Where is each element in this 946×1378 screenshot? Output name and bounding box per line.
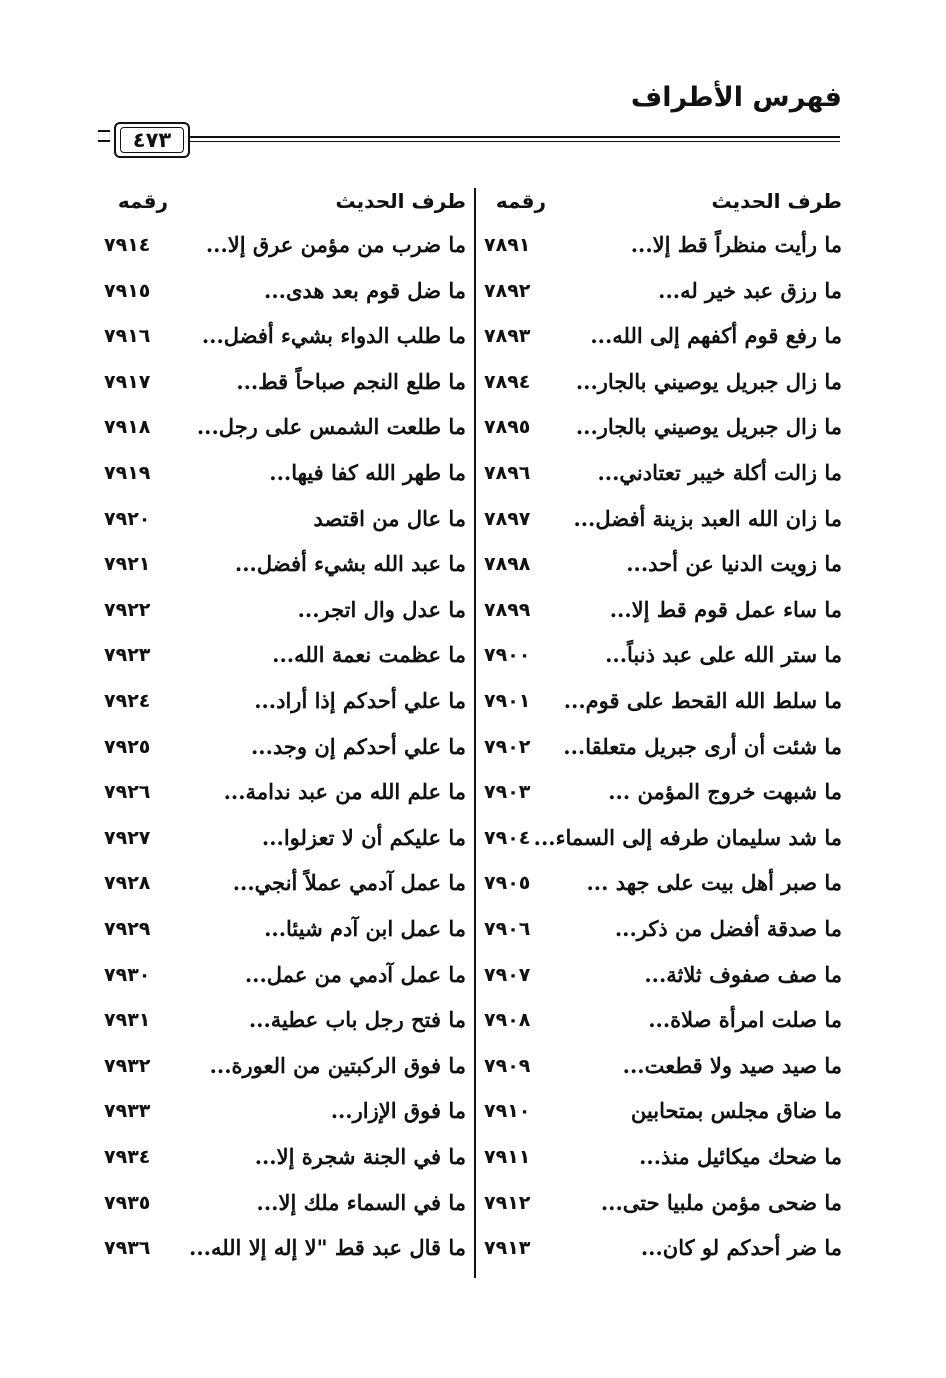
- column-header-right-number: رقمه: [495, 189, 546, 213]
- entry-number-left: ٧٩١٩: [104, 462, 151, 484]
- entry-number-left: ٧٩٢٤: [104, 690, 151, 712]
- entry-number-left: ٧٩٢٨: [104, 872, 151, 894]
- entry-text-left: ما قال عبد قط "لا إله إلا الله...: [189, 1235, 466, 1260]
- entry-text-left: ما عال من اقتصد: [313, 506, 466, 531]
- column-header-left-number: رقمه: [117, 189, 168, 213]
- entry-text-right: ما رفع قوم أكفهم إلى الله...: [590, 323, 842, 348]
- entry-number-right: ٧٩٠٤: [484, 827, 531, 849]
- entry-text-left: ما طلب الدواء بشيء أفضل...: [201, 323, 466, 348]
- entry-number-right: ٧٩٠٢: [484, 736, 531, 758]
- entry-number-left: ٧٩٢٣: [104, 644, 151, 666]
- page-number-box: [114, 122, 190, 158]
- entry-number-left: ٧٩٢٥: [104, 736, 151, 758]
- entry-text-left: ما عدل وال اتجر...: [297, 597, 466, 622]
- entry-number-left: ٧٩٢١: [104, 553, 151, 575]
- entry-text-right: ما ستر الله على عبد ذنباً...: [605, 642, 842, 667]
- entry-number-left: ٧٩٣٦: [104, 1237, 151, 1259]
- entry-number-left: ٧٩٢٢: [104, 599, 151, 621]
- entry-number-right: ٧٨٩٩: [484, 599, 531, 621]
- entry-text-left: ما علي أحدكم إذا أراد...: [254, 688, 466, 713]
- entry-number-right: ٧٩٠٣: [484, 781, 531, 803]
- entry-number-right: ٧٨٩٦: [484, 462, 531, 484]
- entry-text-left: ما عبد الله بشيء أفضل...: [234, 551, 466, 576]
- entry-number-right: ٧٩٠٥: [484, 872, 531, 894]
- entry-number-left: ٧٩١٤: [104, 234, 151, 256]
- entry-number-left: ٧٩١٦: [104, 325, 151, 347]
- entry-text-left: ما عمل آدمي من عمل...: [244, 962, 466, 987]
- entry-number-left: ٧٩٢٩: [104, 918, 151, 940]
- entry-number-right: ٧٩١٠: [484, 1100, 531, 1122]
- entry-text-right: ما زال جبريل يوصيني بالجار...: [575, 414, 842, 439]
- entry-text-right: ما ضر أحدكم لو كان...: [640, 1235, 842, 1260]
- entry-text-left: ما طلع النجم صباحاً قط...: [236, 369, 466, 394]
- entry-number-left: ٧٩٣٠: [104, 964, 151, 986]
- entry-number-left: ٧٩٣٢: [104, 1055, 151, 1077]
- entry-text-right: ما رأيت منظراً قط إلا...: [630, 232, 842, 257]
- column-header-left-text: طرف الحديث: [335, 189, 466, 213]
- entry-number-left: ٧٩١٧: [104, 371, 151, 393]
- entry-text-left: ما فوق الإزار...: [330, 1098, 466, 1123]
- entry-number-left: ٧٩٣٣: [104, 1100, 151, 1122]
- entry-number-right: ٧٩٠١: [484, 690, 531, 712]
- entry-number-right: ٧٩١٣: [484, 1237, 531, 1259]
- entry-number-right: ٧٩٠٨: [484, 1009, 531, 1031]
- entry-number-right: ٧٩٠٠: [484, 644, 531, 666]
- entry-text-right: ما صبر أهل بيت على جهد ...: [586, 870, 842, 895]
- entry-text-right: ما صف صفوف ثلاثة...: [644, 962, 842, 987]
- entry-text-left: ما ضرب من مؤمن عرق إلا...: [205, 232, 466, 257]
- entry-number-right: ٧٨٩٥: [484, 416, 531, 438]
- entry-number-left: ٧٩٢٦: [104, 781, 151, 803]
- entry-number-left: ٧٩٣١: [104, 1009, 151, 1031]
- entry-number-right: ٧٩٠٩: [484, 1055, 531, 1077]
- entry-number-left: ٧٩١٨: [104, 416, 151, 438]
- entry-text-left: ما فوق الركبتين من العورة...: [209, 1053, 466, 1078]
- entry-number-right: ٧٨٩٨: [484, 553, 531, 575]
- entry-text-left: ما ضل قوم بعد هدى...: [264, 278, 466, 303]
- column-divider: [474, 188, 476, 1278]
- entry-text-left: ما في الجنة شجرة إلا...: [254, 1144, 466, 1169]
- entry-text-left: ما عمل ابن آدم شيئا...: [264, 916, 466, 941]
- entry-number-right: ٧٨٩٢: [484, 280, 531, 302]
- entry-number-left: ٧٩٣٥: [104, 1192, 151, 1214]
- header-rule: [98, 120, 840, 160]
- entry-number-right: ٧٩٠٧: [484, 964, 531, 986]
- entry-text-right: ما ساء عمل قوم قط إلا...: [609, 597, 842, 622]
- entry-number-right: ٧٨٩١: [484, 234, 531, 256]
- entry-text-right: ما صلت امرأة صلاة...: [648, 1007, 842, 1032]
- entry-text-right: ما رزق عبد خير له...: [658, 278, 842, 303]
- page-number: ٤٧٣: [120, 127, 184, 153]
- column-header-right-text: طرف الحديث: [711, 189, 842, 213]
- page-title: فهرس الأطراف: [630, 82, 842, 113]
- entry-number-left: ٧٩٢٠: [104, 508, 151, 530]
- entry-number-right: ٧٨٩٧: [484, 508, 531, 530]
- entry-text-left: ما طهر الله كفا فيها...: [269, 460, 466, 485]
- entry-text-right: ما زويت الدنيا عن أحد...: [626, 551, 842, 576]
- entry-number-right: ٧٨٩٣: [484, 325, 531, 347]
- entry-number-left: ٧٩١٥: [104, 280, 151, 302]
- entry-text-right: ما شد سليمان طرفه إلى السماء...: [533, 825, 842, 850]
- entry-text-left: ما علم الله من عبد ندامة...: [223, 779, 466, 804]
- entry-text-right: ما ضحى مؤمن ملبيا حتى...: [600, 1190, 842, 1215]
- entry-number-right: ٧٩١١: [484, 1146, 531, 1168]
- entry-number-right: ٧٨٩٤: [484, 371, 531, 393]
- entry-text-right: ما ضاق مجلس بمتحابين: [630, 1098, 842, 1123]
- entry-text-left: ما عظمت نعمة الله...: [272, 642, 466, 667]
- rule-line-thick: [190, 136, 840, 138]
- entry-text-right: ما شبهت خروج المؤمن ...: [608, 779, 842, 804]
- entry-number-left: ٧٩٢٧: [104, 827, 151, 849]
- entry-text-left: ما طلعت الشمس على رجل...: [196, 414, 466, 439]
- rule-line-thin: [190, 141, 840, 142]
- entry-number-right: ٧٩٠٦: [484, 918, 531, 940]
- entry-text-right: ما صدقة أفضل من ذكر...: [614, 916, 842, 941]
- entry-text-right: ما صيد صيد ولا قطعت...: [622, 1053, 842, 1078]
- entry-text-left: ما عمل آدمي عملاً أنجي...: [232, 870, 466, 895]
- entry-text-right: ما زالت أكلة خيبر تعتادني...: [597, 460, 842, 485]
- rule-end-mark: [98, 130, 110, 142]
- entry-text-right: ما زان الله العبد بزينة أفضل...: [573, 506, 842, 531]
- entry-text-right: ما ضحك ميكائيل منذ...: [639, 1144, 842, 1169]
- entry-text-left: ما علي أحدكم إن وجد...: [250, 734, 466, 759]
- entry-text-right: ما زال جبريل يوصيني بالجار...: [575, 369, 842, 394]
- entry-text-right: ما شئت أن أرى جبريل متعلقا...: [563, 734, 842, 759]
- entry-text-left: ما في السماء ملك إلا...: [256, 1190, 466, 1215]
- entry-number-right: ٧٩١٢: [484, 1192, 531, 1214]
- entry-text-left: ما عليكم أن لا تعزلوا...: [261, 825, 466, 850]
- entry-text-right: ما سلط الله القحط على قوم...: [563, 688, 842, 713]
- entry-text-left: ما فتح رجل باب عطية...: [248, 1007, 466, 1032]
- entry-number-left: ٧٩٣٤: [104, 1146, 151, 1168]
